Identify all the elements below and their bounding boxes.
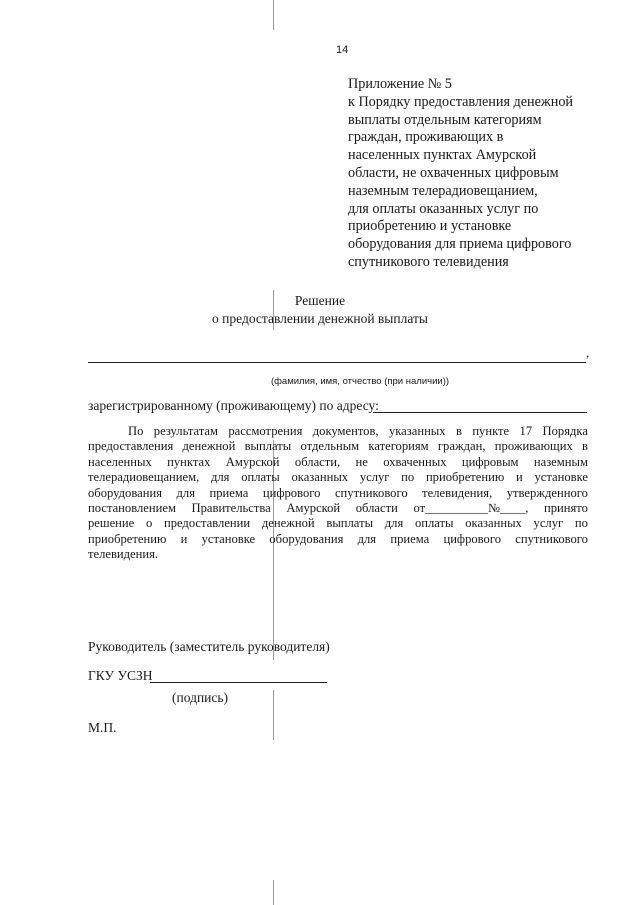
paragraph-word: спутникового	[515, 531, 588, 546]
appendix-line: граждан, проживающих в	[348, 129, 504, 146]
appendix-line: Приложение № 5	[348, 76, 452, 92]
paragraph-word: по	[574, 516, 588, 531]
paragraph-word: телевидения,	[422, 485, 493, 500]
paragraph-word: оплаты	[241, 470, 280, 485]
paragraph-word: рассмотрения	[228, 424, 303, 438]
paragraph-word: цифрового	[262, 485, 321, 500]
name-blank-line	[88, 346, 586, 363]
page-number: 14	[336, 44, 349, 56]
paragraph-line	[88, 470, 588, 485]
paragraph-word: оказанных	[291, 470, 349, 485]
paragraph-word: для	[384, 516, 404, 531]
paragraph-word: указанных	[388, 424, 446, 438]
decision-paragraph	[88, 424, 588, 563]
paragraph-word: о	[145, 516, 153, 531]
paragraph-word: в	[455, 424, 462, 438]
appendix-line: выплаты отдельным категориям	[348, 111, 542, 128]
appendix-line: области, не охваченных цифровым	[348, 164, 559, 181]
appendix-line: спутникового телевидения	[348, 253, 509, 270]
paragraph-word: граждан,	[437, 439, 486, 454]
paragraph-word: принято	[544, 501, 588, 516]
paragraph-word: оборудования	[269, 531, 344, 546]
paragraph-word: и	[180, 531, 188, 546]
paragraph-word: пункте	[472, 424, 510, 438]
paragraph-word: телерадиовещанием,	[88, 470, 200, 485]
paragraph-word: области,	[294, 454, 341, 469]
paragraph-word: спутникового	[334, 485, 408, 500]
paragraph-word: Правительства	[191, 501, 271, 516]
paragraph-word: пунктах	[167, 454, 211, 469]
paragraph-word: установке	[534, 470, 588, 485]
paragraph-line	[88, 532, 588, 547]
paragraph-word: приема	[390, 531, 430, 546]
paragraph-line	[88, 424, 588, 439]
paragraph-word: По	[128, 424, 144, 438]
paragraph-word: и	[516, 470, 523, 485]
paragraph-word: для	[357, 531, 377, 546]
paragraph-word: отдельным	[300, 439, 360, 454]
paragraph-line	[88, 455, 588, 470]
paragraph-word: утвержденного	[506, 485, 588, 500]
paragraph-line	[88, 501, 588, 516]
paragraph-line	[88, 516, 588, 531]
paragraph-word: Амурской	[286, 501, 341, 516]
paragraph-word: не	[355, 454, 368, 469]
paragraph-word: денежной	[182, 439, 236, 454]
appendix-line: оборудования для приема цифрового	[348, 236, 572, 253]
fold-mark-top	[273, 0, 274, 30]
paragraph-word: наземным	[533, 454, 588, 469]
paragraph-line	[88, 486, 588, 501]
paragraph-word: для	[210, 470, 230, 485]
paragraph-word: установке	[201, 531, 256, 546]
document-subtitle: о предоставлении денежной выплаты	[212, 311, 428, 326]
paragraph-word: населенных	[88, 454, 152, 469]
appendix-block	[348, 76, 618, 272]
document-title: Решение	[294, 293, 346, 308]
paragraph-word: в	[582, 439, 588, 454]
paragraph-word: оборудования	[88, 485, 162, 500]
paragraph-word: телевидения.	[88, 547, 159, 562]
address-label: зарегистрированному (проживающему) по адресу:	[88, 398, 379, 413]
paragraph-word: услуг	[359, 470, 390, 485]
paragraph-word: для	[176, 485, 195, 500]
org-signature-line	[150, 666, 327, 683]
paragraph-word: цифровым	[461, 454, 519, 469]
paragraph-word: по	[401, 470, 415, 485]
appendix-line: населенных пунктах Амурской	[348, 147, 537, 164]
paragraph-word: 17	[519, 424, 533, 438]
address-blank-line	[373, 396, 587, 413]
org-label: ГКУ УСЗН	[88, 668, 153, 683]
paragraph-word: результатам	[153, 424, 218, 438]
paragraph-word: цифрового	[443, 531, 501, 546]
paragraph-word: охваченных	[383, 454, 447, 469]
name-line-comma: ,	[586, 345, 590, 360]
paragraph-word: выплаты	[326, 516, 374, 531]
paragraph-line	[88, 547, 588, 562]
paragraph-word: услуг	[533, 516, 564, 531]
paragraph-word: проживающих	[494, 439, 573, 454]
paragraph-word: приобретению	[425, 470, 505, 485]
paragraph-word: постановлением	[88, 501, 176, 516]
paragraph-word: решение	[88, 516, 135, 531]
paragraph-word: Порядка	[542, 424, 588, 438]
appendix-line: приобретению и установке	[348, 218, 512, 235]
name-caption: (фамилия, имя, отчество (при наличии))	[270, 376, 450, 387]
signature-caption: (подпись)	[172, 690, 229, 705]
head-label: Руководитель (заместитель руководителя)	[88, 639, 330, 654]
fold-mark-lower	[273, 690, 274, 740]
stamp-label: М.П.	[88, 720, 117, 735]
paragraph-word: от__________№____,	[413, 501, 529, 516]
paragraph-word: приема	[209, 485, 249, 500]
paragraph-word: денежной	[261, 516, 315, 531]
paragraph-word: предоставлении	[163, 516, 251, 531]
paragraph-word: области	[355, 501, 398, 516]
paragraph-word: предоставления	[88, 439, 174, 454]
paragraph-word: оказанных	[465, 516, 522, 531]
paragraph-word: категориям	[368, 439, 429, 454]
paragraph-word: документов,	[312, 424, 379, 438]
fold-mark-bottom	[273, 880, 274, 905]
appendix-line: к Порядку предоставления денежной	[348, 93, 574, 110]
paragraph-line	[88, 439, 588, 454]
paragraph-word: Амурской	[225, 454, 280, 469]
paragraph-word: выплаты	[244, 439, 292, 454]
paragraph-word: оплаты	[414, 516, 454, 531]
paragraph-word: приобретению	[88, 531, 167, 546]
appendix-line: для оплаты оказанных услуг по	[348, 200, 539, 217]
appendix-line: наземным телерадиовещанием,	[348, 182, 538, 199]
